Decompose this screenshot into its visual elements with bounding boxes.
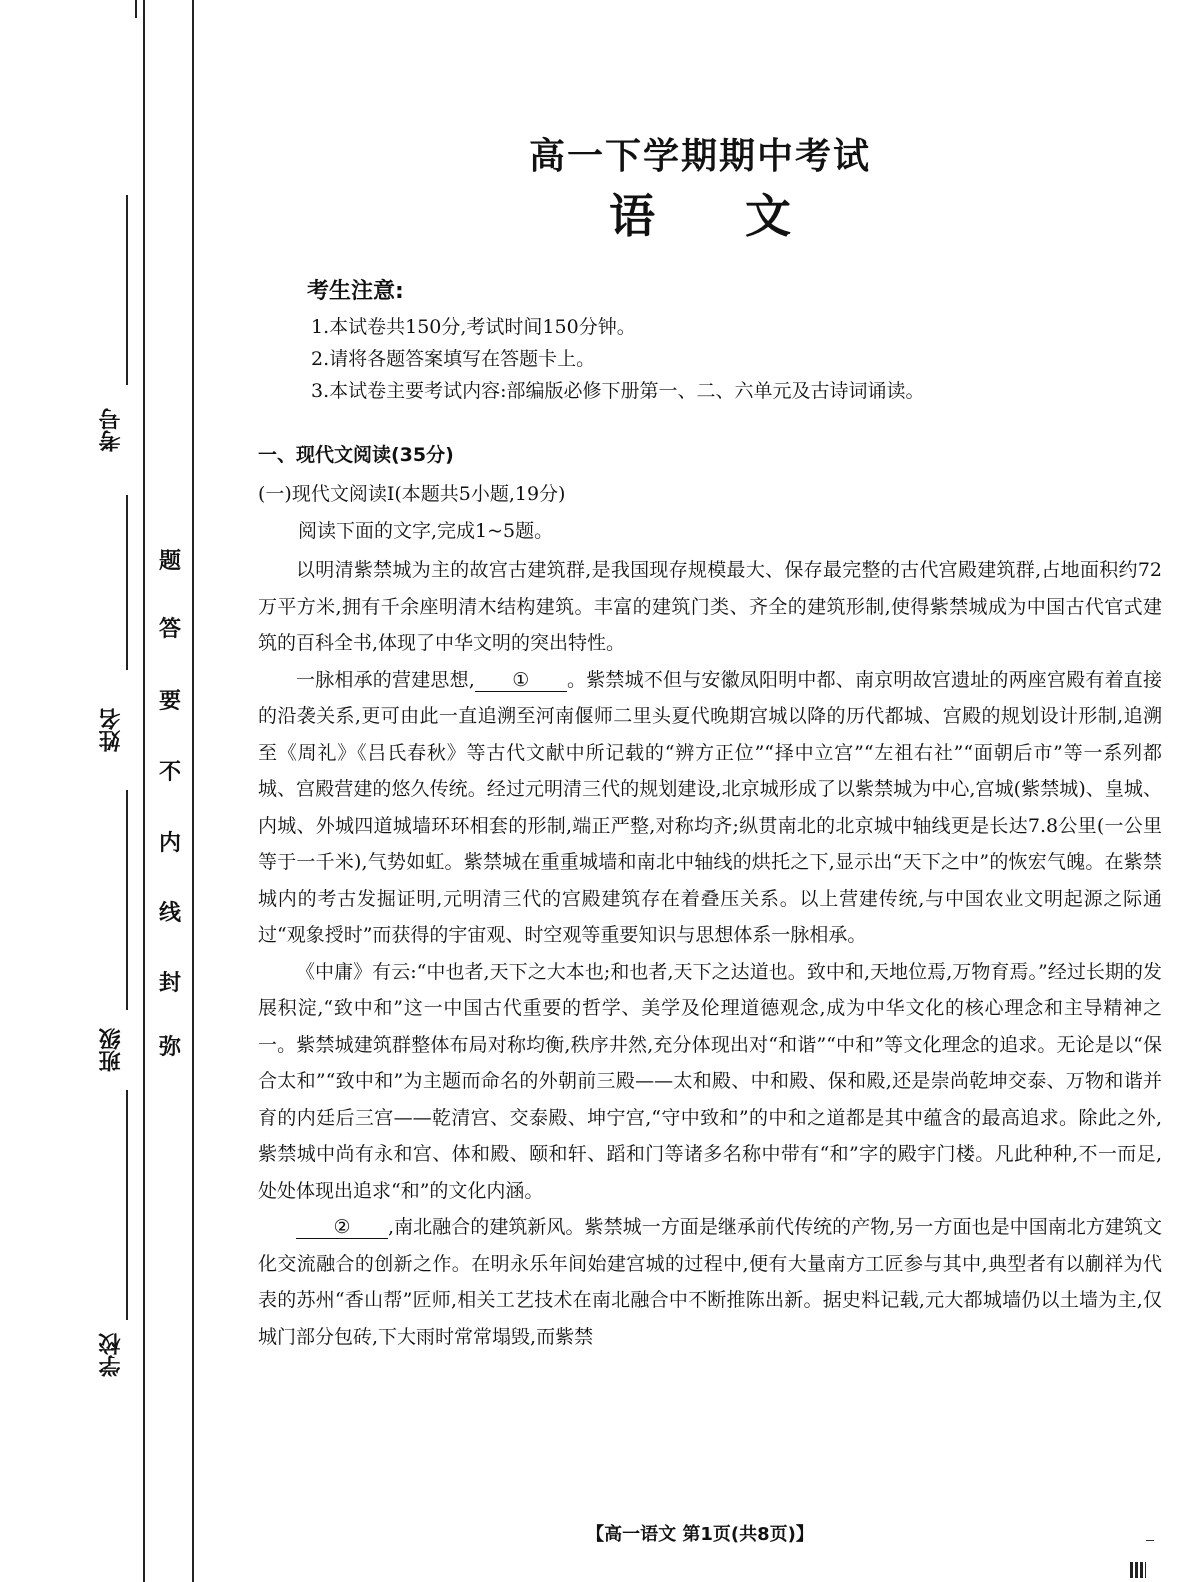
instruction: 阅读下面的文字,完成1~5题。 <box>298 520 554 542</box>
seal-char: 线 <box>158 901 181 926</box>
paragraph-2-lead: 一脉相承的营建思想, <box>296 668 475 691</box>
paragraph-3: 《中庸》有云:“中也者,天下之大本也;和也者,天下之达道也。致中和,天地位焉,万物育焉。”经过长期的发展积淀,“致中和”这一中国古代重要的哲学、美学及伦理道德观念,成为中华文化的核心理念和主导精神之一。紫禁城建筑群整体布局对称均衡,秩序井然,充分体现出对“和谐”“中和”等文化理念的追求。无论是以“保合太和”“致中和”为主题而命名的外朝前三殿——太和殿、中和殿、保和殿,还是崇尚乾坤交泰、万物和谐并育的内廷后三宫——乾清宫、交泰殿、坤宁宫,“守中致和”的中和之道都是其中蕴含的最高追求。除此之外,紫禁城中尚有永和宫、体和殿、颐和轩、蹈和门等诸多名称中带有“和”字的殿宇门楼。凡此种种,不一而足,处处体现出追求“和”的文化内涵。 <box>258 960 1162 1202</box>
seal-char: 不 <box>158 760 181 785</box>
class-label: 班级 <box>99 1028 124 1072</box>
page-footer: 【高一语文 第1页(共8页)】 <box>586 1524 814 1545</box>
seal-char: 内 <box>158 831 181 856</box>
notice-item: 1.本试卷共150分,考试时间150分钟。 <box>311 316 636 338</box>
seal-char: 封 <box>158 971 181 996</box>
subsection-heading: (一)现代文阅读Ⅰ(本题共5小题,19分) <box>258 483 566 505</box>
name-blank[interactable] <box>126 495 128 670</box>
corner-dash <box>1146 1540 1154 1541</box>
seal-char: 题 <box>158 549 181 574</box>
paragraph-4-body: ,南北融合的建筑新风。紫禁城一方面是继承前代传统的产物,另一方面也是中国南北方建筑文化交流融合的创新之作。在明永乐年间始建宫城的过程中,便有大量南方工匠参与其中,典型者有以蒯祥为代表的苏州“香山帮”匠师,相关工艺技术在南北融合中不断推陈出新。据史料记载,元大都城墙仍以土墙为主,仅城门部分包砖,下大雨时常常塌毁,而紫禁 <box>258 1216 1162 1348</box>
seal-char: 弥 <box>158 1035 181 1060</box>
notice-heading: 考生注意: <box>307 279 404 304</box>
name-label: 姓名 <box>99 708 124 752</box>
paragraph-2-body: 。紫禁城不但与安徽凤阳明中都、南京明故宫遗址的两座宫殿有着直接的沿袭关系,更可由此一直追溯至河南偃师二里头夏代晚期宫城以降的历代都城、宫殿的规划设计形制,追溯至《周礼》《吕氏春秋》等古代文献中所记载的“辨方正位”“择中立宫”“左祖右社”“面朝后市”等一系列都城、宫殿营建的悠久传统。经过元明清三代的规划建设,北京城形成了以紫禁城为中心,宫城(紫禁城)、皇城、内城、外城四道城墙环环相套的形制,端正严整,对称均齐;纵贯南北的北京城中轴线更是长达7.8公里(一公里等于一千米),气势如虹。紫禁城在重重城墙和南北中轴线的烘托之下,显示出“天下之中”的恢宏气魄。在紫禁城内的考古发掘证明,元明清三代的宫殿建筑存在着叠压关系。以上营建传统,与中国农业文明起源之际通过“观象授时”而获得的宇宙观、时空观等重要知识与思想体系一脉相承。 <box>258 668 1162 946</box>
blank-2: ② <box>296 1216 388 1239</box>
seal-char: 要 <box>158 689 181 714</box>
class-blank[interactable] <box>126 790 128 1010</box>
paragraph-2 <box>258 662 1162 954</box>
section-heading: 一、现代文阅读(35分) <box>258 444 454 466</box>
seal-char: 答 <box>158 617 181 642</box>
paragraph-1: 以明清紫禁城为主的故宫古建筑群,是我国现存规模最大、保存最完整的古代宫殿建筑群,占地面积约72万平方米,拥有千余座明清木结构建筑。丰富的建筑门类、齐全的建筑形制,使得紫禁城成为中国古代官式建筑的百科全书,体现了中华文明的突出特性。 <box>258 559 1162 654</box>
reading-passage <box>258 552 1162 1355</box>
qr-code-icon <box>1130 1562 1146 1578</box>
notice-item: 3.本试卷主要考试内容:部编版必修下册第一、二、六单元及古诗词诵读。 <box>311 380 925 402</box>
notice-item: 2.请将各题答案填写在答题卡上。 <box>311 348 596 370</box>
paragraph-4 <box>258 1209 1162 1355</box>
exam-title: 高一下学期期中考试 <box>528 136 871 177</box>
blank-1: ① <box>475 669 567 692</box>
binding-tick <box>135 0 137 18</box>
exam-number-label: 考号 <box>99 408 124 452</box>
school-label: 学校 <box>99 1333 124 1377</box>
subject-title: 语文 <box>609 189 881 243</box>
school-blank[interactable] <box>126 1090 128 1320</box>
